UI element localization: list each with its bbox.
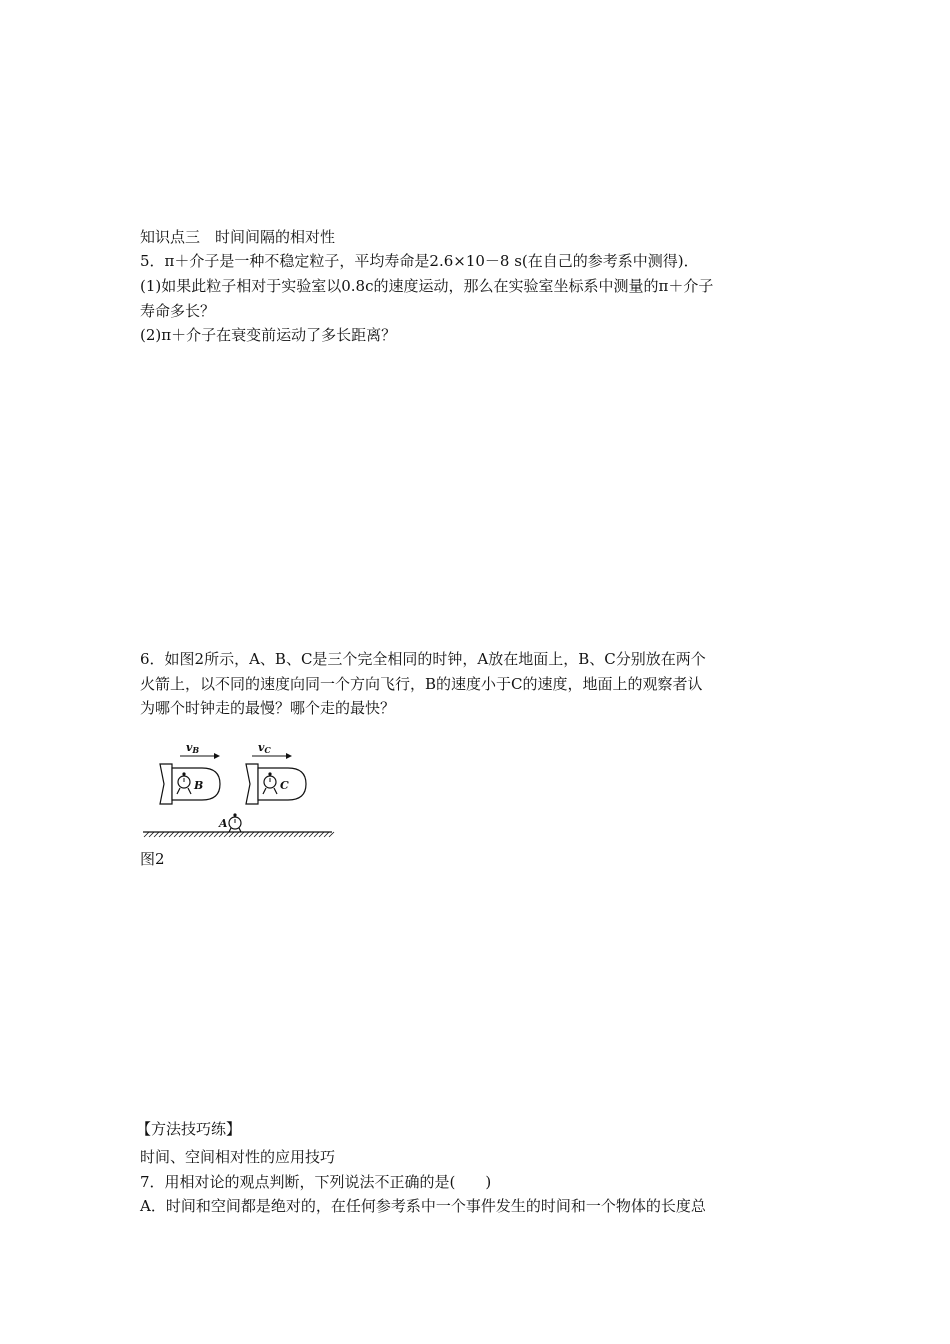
rocket-c-tail bbox=[246, 764, 258, 804]
hatch-stroke bbox=[299, 832, 304, 837]
hatch-stroke bbox=[224, 832, 229, 837]
q6-line3: 为哪个时钟走的最慢？哪个走的最快？ bbox=[140, 699, 396, 717]
q5-part1-line1: (1)如果此粒子相对于实验室以0.8c的速度运动，那么在实验室坐标系中测量的π＋介子 bbox=[140, 277, 714, 295]
hatch-stroke bbox=[149, 832, 154, 837]
hatch-stroke bbox=[269, 832, 274, 837]
hatch-stroke bbox=[309, 832, 314, 837]
hatch-stroke bbox=[154, 832, 159, 837]
q6-line2: 火箭上，以不同的速度向同一个方向飞行，B的速度小于C的速度，地面上的观察者认 bbox=[140, 675, 703, 693]
vb-label: vB bbox=[186, 742, 200, 755]
rocket-clocks-diagram bbox=[140, 742, 340, 838]
hatch-stroke bbox=[259, 832, 264, 837]
hatch-stroke bbox=[304, 832, 309, 837]
section3-heading: 知识点三 时间间隔的相对性 bbox=[140, 228, 336, 246]
rocket-b bbox=[160, 764, 220, 804]
hatch-stroke bbox=[274, 832, 279, 837]
hatch-stroke bbox=[279, 832, 284, 837]
hatch-stroke bbox=[194, 832, 199, 837]
hatch-stroke bbox=[144, 832, 149, 837]
clock-a-bell bbox=[233, 813, 236, 816]
q7-stem: 7．用相对论的观点判断，下列说法不正确的是( ) bbox=[140, 1173, 492, 1191]
hatch-stroke bbox=[164, 832, 169, 837]
hatch-stroke bbox=[284, 832, 289, 837]
method-subheading: 时间、空间相对性的应用技巧 bbox=[140, 1148, 336, 1166]
q5-part1-line2: 寿命多长？ bbox=[140, 302, 216, 320]
hatch-stroke bbox=[234, 832, 239, 837]
hatch-stroke bbox=[249, 832, 254, 837]
hatch-stroke bbox=[189, 832, 194, 837]
hatch-stroke bbox=[179, 832, 184, 837]
q5-stem: 5．π＋介子是一种不稳定粒子，平均寿命是2.6×10－8 s(在自己的参考系中测得)． bbox=[140, 252, 699, 270]
hatch-stroke bbox=[324, 832, 329, 837]
hatch-stroke bbox=[199, 832, 204, 837]
hatch-stroke bbox=[264, 832, 269, 837]
figure-caption: 图2 bbox=[140, 850, 165, 868]
hatch-stroke bbox=[289, 832, 294, 837]
vc-label: vC bbox=[258, 742, 271, 755]
q6-line1: 6．如图2所示，A、B、C是三个完全相同的时钟，A放在地面上，B、C分别放在两个 bbox=[140, 650, 706, 668]
hatch-stroke bbox=[244, 832, 249, 837]
hatch-stroke bbox=[169, 832, 174, 837]
hatch-stroke bbox=[214, 832, 219, 837]
clock-b-bell bbox=[182, 772, 185, 775]
clock-c-bell bbox=[268, 772, 271, 775]
ground-hatching bbox=[144, 832, 334, 837]
method-heading: 【方法技巧练】 bbox=[136, 1120, 242, 1138]
hatch-stroke bbox=[204, 832, 209, 837]
hatch-stroke bbox=[229, 832, 234, 837]
hatch-stroke bbox=[254, 832, 259, 837]
rocket-b-tail bbox=[160, 764, 172, 804]
ground-clock-a bbox=[218, 813, 241, 832]
hatch-stroke bbox=[329, 832, 334, 837]
q7-option-a: A．时间和空间都是绝对的，在任何参考系中一个事件发生的时间和一个物体的长度总 bbox=[140, 1197, 706, 1215]
hatch-stroke bbox=[184, 832, 189, 837]
rocket-c bbox=[246, 764, 306, 804]
hatch-stroke bbox=[319, 832, 324, 837]
rocket-c-label: C bbox=[280, 779, 289, 792]
hatch-stroke bbox=[219, 832, 224, 837]
ground-clock-a-label: A bbox=[219, 817, 228, 830]
hatch-stroke bbox=[159, 832, 164, 837]
hatch-stroke bbox=[209, 832, 214, 837]
vb-arrow-head bbox=[214, 753, 220, 759]
hatch-stroke bbox=[174, 832, 179, 837]
hatch-stroke bbox=[314, 832, 319, 837]
rocket-clocks-figure bbox=[140, 742, 340, 838]
vc-arrow-head bbox=[286, 753, 292, 759]
q5-part2: (2)π＋介子在衰变前运动了多长距离？ bbox=[140, 326, 397, 344]
rocket-b-label: B bbox=[194, 779, 204, 792]
hatch-stroke bbox=[239, 832, 244, 837]
hatch-stroke bbox=[294, 832, 299, 837]
